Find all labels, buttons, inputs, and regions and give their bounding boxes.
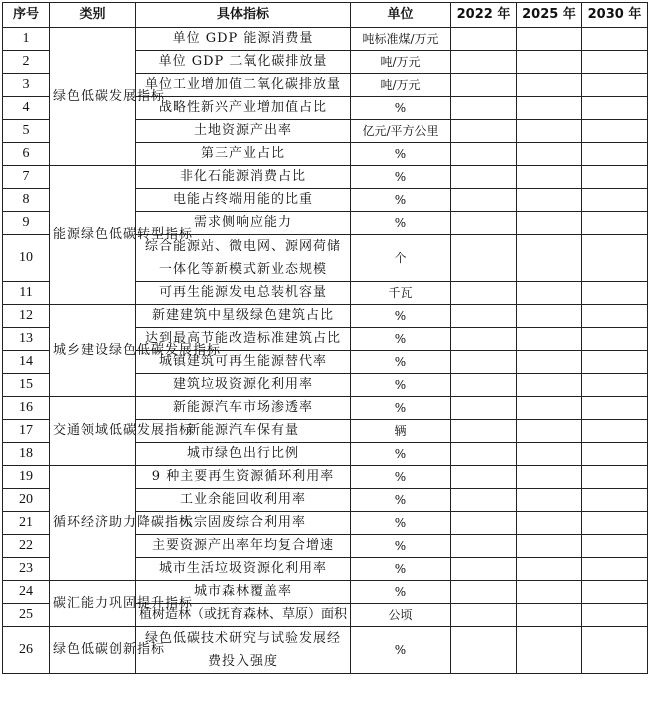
value-2030-cell: [582, 235, 648, 282]
value-2022-cell: [451, 443, 517, 466]
indicator-cell: 第三产业占比: [136, 143, 351, 166]
indicator-cell: 单位 GDP 能源消费量: [136, 28, 351, 51]
table-row: [3, 166, 648, 189]
unit-cell: %: [351, 627, 451, 674]
value-2025-cell: [517, 166, 582, 189]
value-2025-cell: [517, 351, 582, 374]
value-2030-cell: [582, 604, 648, 627]
indicator-cell: 新能源汽车市场渗透率: [136, 397, 351, 420]
value-2025-cell: [517, 374, 582, 397]
value-2022-cell: [451, 374, 517, 397]
unit-cell: %: [351, 328, 451, 351]
row-number: 12: [3, 305, 50, 328]
unit-cell: 个: [351, 235, 451, 282]
unit-cell: %: [351, 558, 451, 581]
header-no: 序号: [3, 3, 50, 28]
value-2030-cell: [582, 558, 648, 581]
unit-cell: %: [351, 512, 451, 535]
value-2022-cell: [451, 166, 517, 189]
indicator-cell: 绿色低碳技术研究与试验发展经费投入强度: [136, 627, 351, 674]
value-2025-cell: [517, 558, 582, 581]
value-2030-cell: [582, 212, 648, 235]
table-row: [3, 581, 648, 604]
row-number: 7: [3, 166, 50, 189]
value-2025-cell: [517, 512, 582, 535]
value-2022-cell: [451, 489, 517, 512]
indicator-cell: 大宗固废综合利用率: [136, 512, 351, 535]
value-2025-cell: [517, 189, 582, 212]
value-2025-cell: [517, 28, 582, 51]
value-2030-cell: [582, 374, 648, 397]
unit-cell: 千瓦: [351, 282, 451, 305]
value-2022-cell: [451, 535, 517, 558]
value-2030-cell: [582, 581, 648, 604]
value-2030-cell: [582, 51, 648, 74]
value-2022-cell: [451, 328, 517, 351]
value-2025-cell: [517, 305, 582, 328]
indicator-cell: 植树造林（或抚育森林、草原）面积: [136, 604, 351, 627]
category-cell: 能源绿色低碳转型指标: [50, 166, 136, 305]
category-cell: 交通领域低碳发展指标: [50, 397, 136, 466]
indicator-cell: 电能占终端用能的比重: [136, 189, 351, 212]
row-number: 5: [3, 120, 50, 143]
category-cell: 碳汇能力巩固提升指标: [50, 581, 136, 627]
value-2025-cell: [517, 627, 582, 674]
table-row: [3, 28, 648, 51]
indicator-cell: 可再生能源发电总装机容量: [136, 282, 351, 305]
row-number: 17: [3, 420, 50, 443]
value-2025-cell: [517, 328, 582, 351]
indicator-cell: 城市生活垃圾资源化利用率: [136, 558, 351, 581]
row-number: 24: [3, 581, 50, 604]
row-number: 11: [3, 282, 50, 305]
value-2022-cell: [451, 282, 517, 305]
header-2030: 2030 年: [582, 3, 648, 28]
value-2025-cell: [517, 51, 582, 74]
value-2030-cell: [582, 328, 648, 351]
table-row: [3, 397, 648, 420]
value-2022-cell: [451, 558, 517, 581]
value-2030-cell: [582, 397, 648, 420]
row-number: 18: [3, 443, 50, 466]
value-2022-cell: [451, 351, 517, 374]
value-2025-cell: [517, 282, 582, 305]
value-2030-cell: [582, 282, 648, 305]
unit-cell: %: [351, 97, 451, 120]
value-2022-cell: [451, 97, 517, 120]
unit-cell: %: [351, 305, 451, 328]
unit-cell: 吨/万元: [351, 51, 451, 74]
header-category: 类别: [50, 3, 136, 28]
row-number: 19: [3, 466, 50, 489]
value-2022-cell: [451, 212, 517, 235]
row-number: 14: [3, 351, 50, 374]
row-number: 23: [3, 558, 50, 581]
value-2025-cell: [517, 443, 582, 466]
row-number: 2: [3, 51, 50, 74]
indicator-cell: 工业余能回收利用率: [136, 489, 351, 512]
value-2022-cell: [451, 143, 517, 166]
value-2030-cell: [582, 535, 648, 558]
value-2025-cell: [517, 581, 582, 604]
category-cell: 循环经济助力降碳指标: [50, 466, 136, 581]
row-number: 1: [3, 28, 50, 51]
row-number: 20: [3, 489, 50, 512]
indicator-cell: 达到最高节能改造标准建筑占比: [136, 328, 351, 351]
value-2030-cell: [582, 74, 648, 97]
row-number: 9: [3, 212, 50, 235]
unit-cell: %: [351, 351, 451, 374]
row-number: 22: [3, 535, 50, 558]
unit-cell: 公顷: [351, 604, 451, 627]
value-2022-cell: [451, 627, 517, 674]
indicator-cell: 城镇建筑可再生能源替代率: [136, 351, 351, 374]
unit-cell: %: [351, 189, 451, 212]
value-2030-cell: [582, 28, 648, 51]
indicator-cell: 新能源汽车保有量: [136, 420, 351, 443]
value-2025-cell: [517, 143, 582, 166]
indicator-cell: 建筑垃圾资源化利用率: [136, 374, 351, 397]
value-2022-cell: [451, 581, 517, 604]
indicator-cell: 主要资源产出率年均复合增速: [136, 535, 351, 558]
unit-cell: %: [351, 374, 451, 397]
value-2025-cell: [517, 212, 582, 235]
unit-cell: %: [351, 397, 451, 420]
value-2030-cell: [582, 97, 648, 120]
unit-cell: %: [351, 143, 451, 166]
value-2022-cell: [451, 74, 517, 97]
header-unit: 单位: [351, 3, 451, 28]
row-number: 6: [3, 143, 50, 166]
value-2030-cell: [582, 420, 648, 443]
value-2025-cell: [517, 489, 582, 512]
value-2030-cell: [582, 166, 648, 189]
row-number: 13: [3, 328, 50, 351]
value-2025-cell: [517, 535, 582, 558]
value-2030-cell: [582, 466, 648, 489]
row-number: 21: [3, 512, 50, 535]
value-2030-cell: [582, 305, 648, 328]
value-2030-cell: [582, 489, 648, 512]
indicator-cell: 战略性新兴产业增加值占比: [136, 97, 351, 120]
indicator-cell: 9 种主要再生资源循环利用率: [136, 466, 351, 489]
indicator-cell: 单位 GDP 二氧化碳排放量: [136, 51, 351, 74]
category-cell: 绿色低碳发展指标: [50, 28, 136, 166]
indicator-cell: 单位工业增加值二氧化碳排放量: [136, 74, 351, 97]
value-2025-cell: [517, 235, 582, 282]
value-2022-cell: [451, 235, 517, 282]
row-number: 25: [3, 604, 50, 627]
header-indicator: 具体指标: [136, 3, 351, 28]
unit-cell: %: [351, 443, 451, 466]
header-2025: 2025 年: [517, 3, 582, 28]
value-2025-cell: [517, 466, 582, 489]
indicator-cell: 城市森林覆盖率: [136, 581, 351, 604]
value-2030-cell: [582, 120, 648, 143]
value-2022-cell: [451, 512, 517, 535]
value-2030-cell: [582, 512, 648, 535]
value-2030-cell: [582, 351, 648, 374]
row-number: 8: [3, 189, 50, 212]
row-number: 10: [3, 235, 50, 282]
row-number: 16: [3, 397, 50, 420]
row-number: 4: [3, 97, 50, 120]
unit-cell: %: [351, 581, 451, 604]
unit-cell: %: [351, 489, 451, 512]
header-row: [3, 3, 648, 28]
table-row: [3, 466, 648, 489]
value-2030-cell: [582, 627, 648, 674]
unit-cell: %: [351, 535, 451, 558]
category-cell: 城乡建设绿色低碳发展指标: [50, 305, 136, 397]
indicators-table: [2, 2, 648, 674]
indicator-cell: 新建建筑中星级绿色建筑占比: [136, 305, 351, 328]
value-2025-cell: [517, 74, 582, 97]
value-2022-cell: [451, 189, 517, 212]
value-2025-cell: [517, 120, 582, 143]
value-2030-cell: [582, 189, 648, 212]
row-number: 3: [3, 74, 50, 97]
value-2022-cell: [451, 420, 517, 443]
unit-cell: 吨标准煤/万元: [351, 28, 451, 51]
value-2030-cell: [582, 443, 648, 466]
row-number: 15: [3, 374, 50, 397]
value-2025-cell: [517, 420, 582, 443]
value-2030-cell: [582, 143, 648, 166]
indicator-cell: 城市绿色出行比例: [136, 443, 351, 466]
table-row: [3, 627, 648, 674]
unit-cell: %: [351, 466, 451, 489]
unit-cell: 吨/万元: [351, 74, 451, 97]
category-cell: 绿色低碳创新指标: [50, 627, 136, 674]
value-2022-cell: [451, 604, 517, 627]
value-2022-cell: [451, 28, 517, 51]
value-2022-cell: [451, 120, 517, 143]
indicator-cell: 综合能源站、微电网、源网荷储一体化等新模式新业态规模: [136, 235, 351, 282]
row-number: 26: [3, 627, 50, 674]
indicator-cell: 土地资源产出率: [136, 120, 351, 143]
value-2022-cell: [451, 51, 517, 74]
value-2025-cell: [517, 97, 582, 120]
indicator-cell: 需求侧响应能力: [136, 212, 351, 235]
unit-cell: 辆: [351, 420, 451, 443]
unit-cell: %: [351, 166, 451, 189]
value-2022-cell: [451, 305, 517, 328]
value-2022-cell: [451, 466, 517, 489]
value-2025-cell: [517, 397, 582, 420]
value-2025-cell: [517, 604, 582, 627]
header-2022: 2022 年: [451, 3, 517, 28]
value-2022-cell: [451, 397, 517, 420]
indicator-cell: 非化石能源消费占比: [136, 166, 351, 189]
table-row: [3, 305, 648, 328]
unit-cell: 亿元/平方公里: [351, 120, 451, 143]
unit-cell: %: [351, 212, 451, 235]
